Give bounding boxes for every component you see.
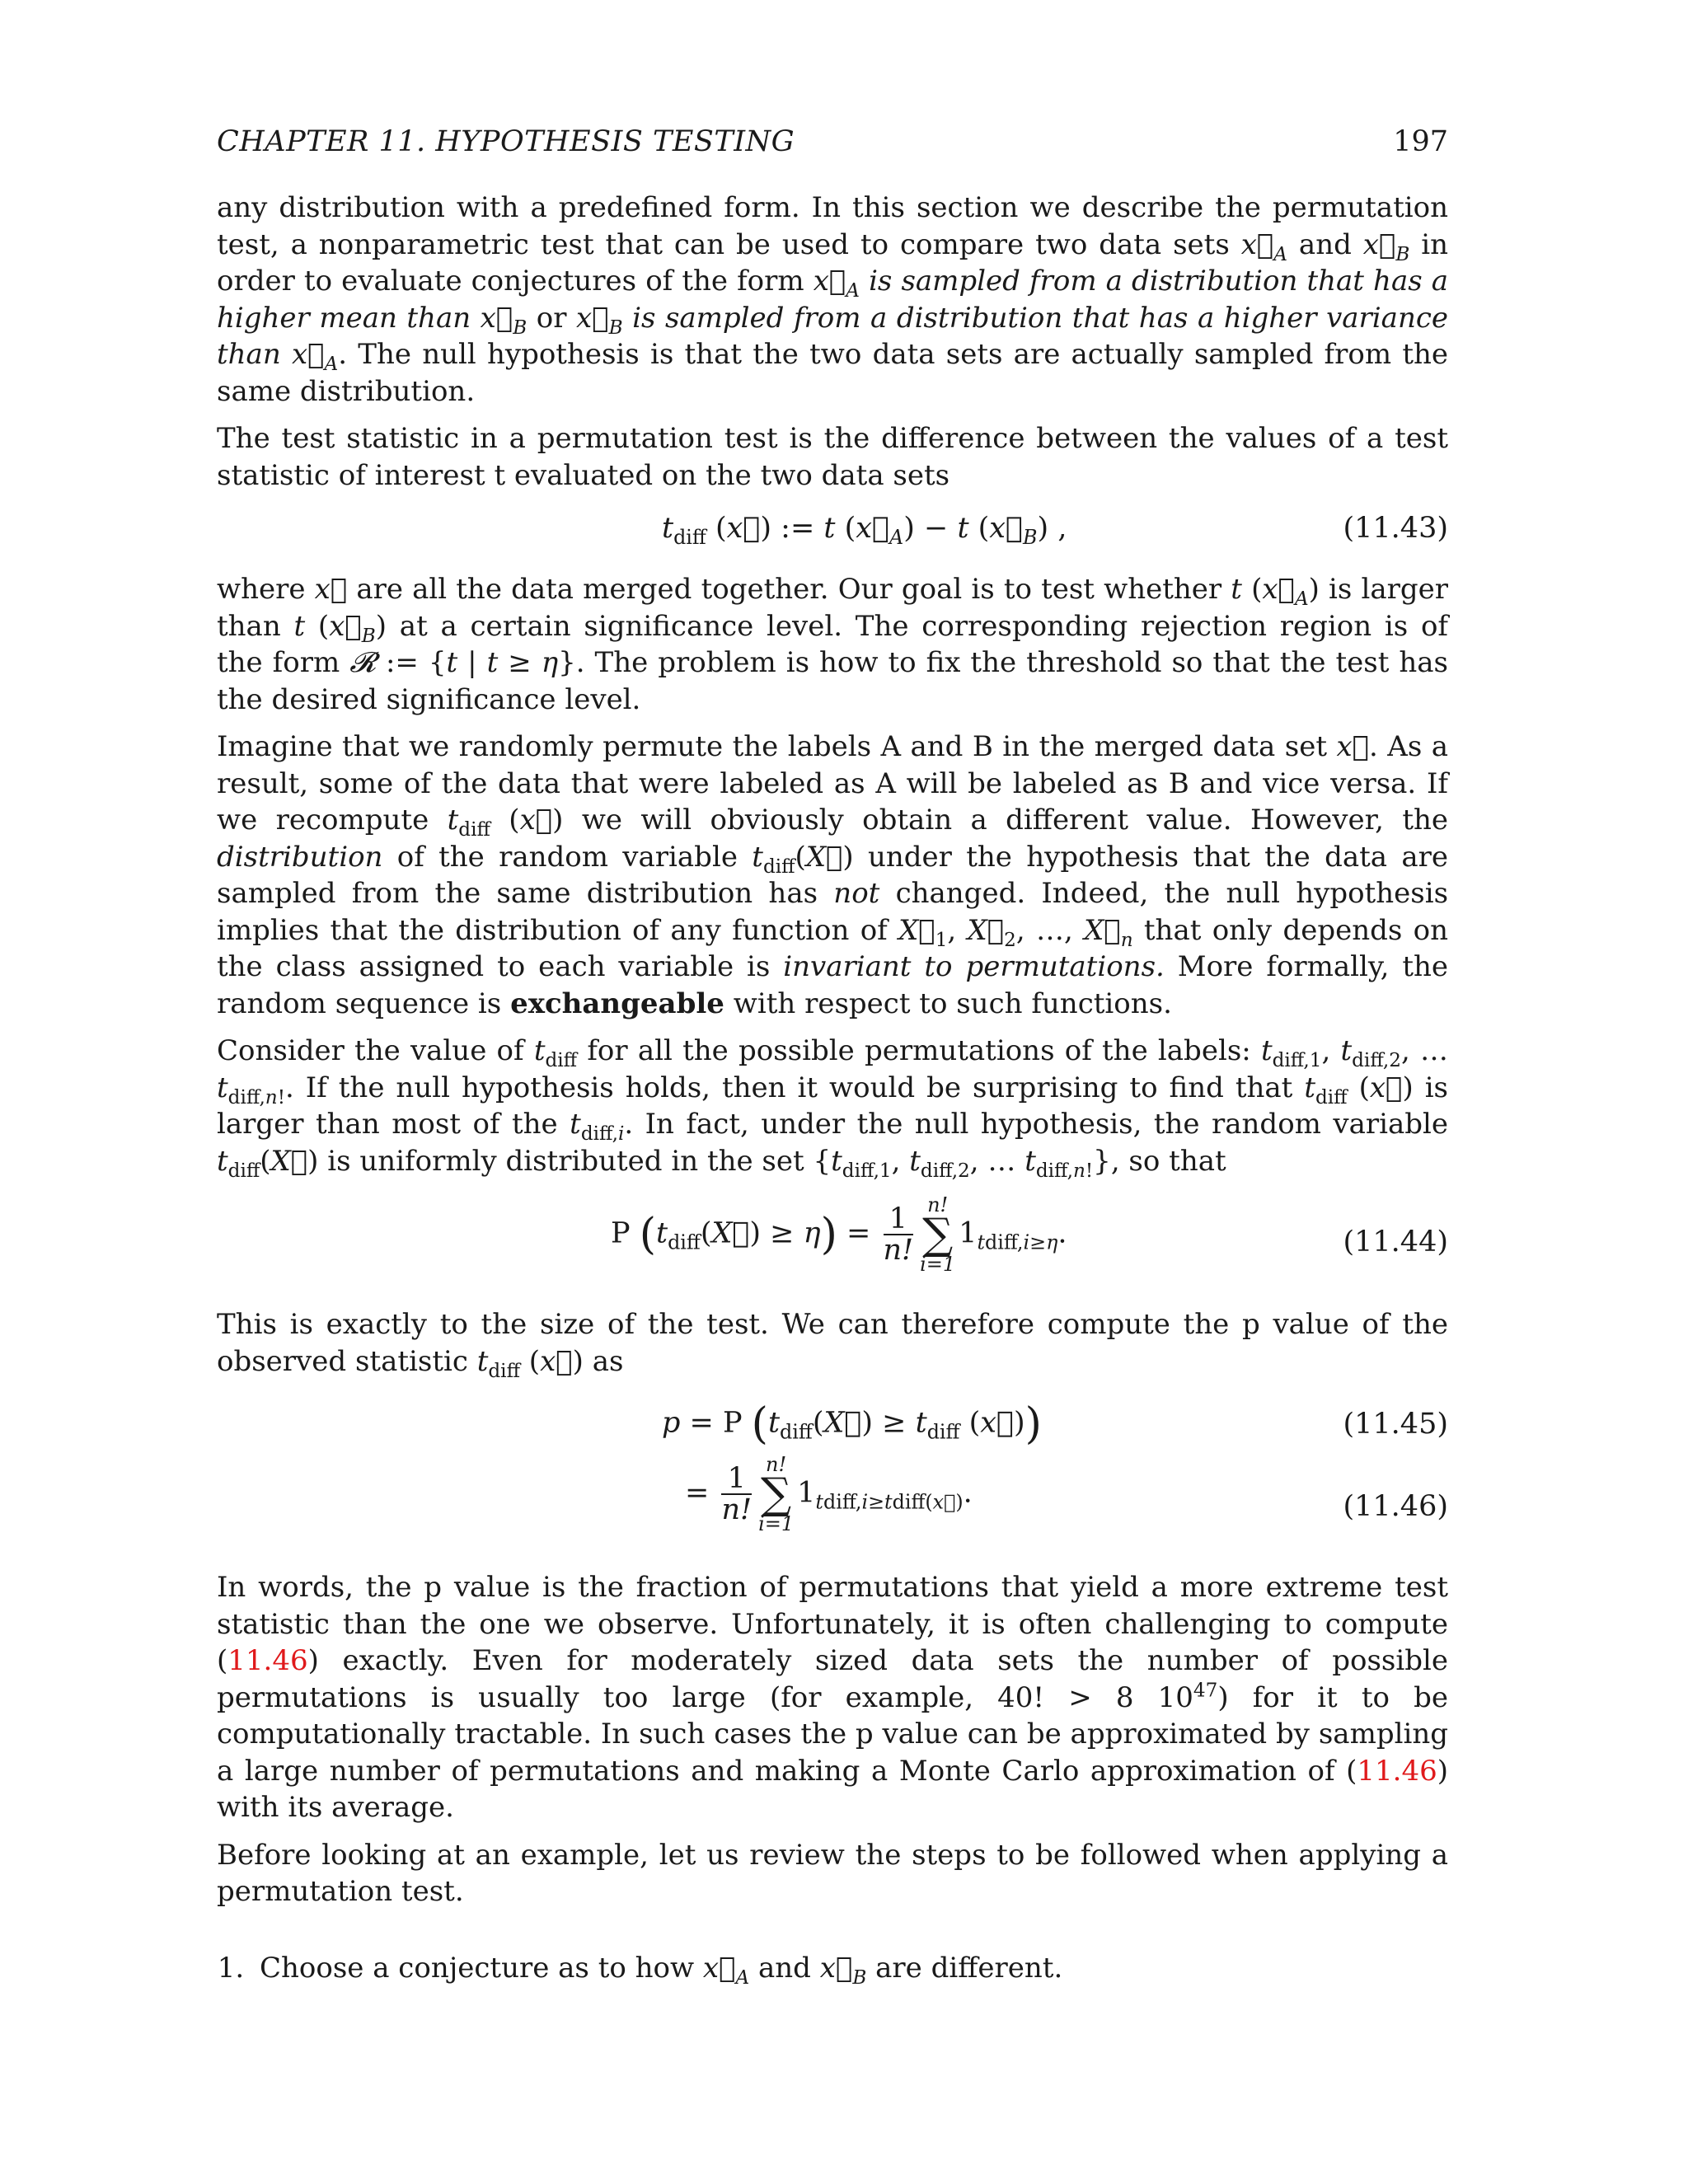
paragraph-uniform: Consider the value of $t_{diff}$ for all the possible permutations of the labels: $t_{diff,1}$, $t_{diff,2}$, … $t_{diff,n!}$. If the null hypothesis holds, then it would be surprising to find that $t_{diff}$ (x⃗) is larger than most of the $t_{diff,i}$. In fact, under the null hypothesis, the random variable $t_{diff}(X⃗)$ is uniformly distributed in the set {$t_{diff,1}$, $t_{diff,2}$, … $t_{diff,n!}$}, so that — [217, 1034, 1449, 1182]
paragraph-permutation: Imagine that we randomly permute the labels A and B in the merged data set x⃗. As a result, some of the data that were labeled as A will be labeled as B and vice versa. If we recompute $t_{diff}$ (x⃗) we will obviously obtain a different value. However, the distribution of the random variable $t_{diff}(X⃗)$ under the hypothesis that the data are sampled from the same distribution has not changed. Indeed, the null hypothesis implies that the distribution of any function of $X⃗_1$, $X⃗_2$, …, $X⃗_n$ that only depends on the class assigned to each variable is invariant to permutations. More formally, the random sequence is exchangeable with respect to such functions. — [217, 730, 1449, 1020]
paragraph-p-value: This is exactly to the size of the test. We can therefore compute the p value of the observed statistic $t_{diff}$ (x⃗) as — [217, 1308, 1448, 1382]
paragraph-steps-intro: Before looking at an example, let us review the steps to be followed when applying a permutation test. — [217, 1838, 1448, 1908]
chapter-title: CHAPTER 11. HYPOTHESIS TESTING — [217, 125, 795, 158]
paragraph-rejection-region: where x⃗ are all the data merged together. Our goal is to test whether t $(x⃗_A)$ is larger than t $(x⃗_B)$ at a certain significance level. The corresponding rejection region is of the form 𝓡 := {t | t ≥ η}. The problem is how to fix the threshold so that the test has the desired significance level. — [217, 573, 1449, 716]
equation-number: (11.44) — [1343, 1226, 1448, 1258]
equation-11-44: P $(t_{diff}(X⃗) \ge \eta)$ = $\frac{1}{n!}$ n! ∑ i=1 $1_{tdiff,i\ge\eta}$. (11.44) — [611, 1193, 1448, 1276]
equation-ref-link[interactable]: 11.46 — [1357, 1754, 1437, 1788]
paragraph-test-statistic: The test statistic in a permutation test is the difference between the values of a test statistic of interest t evaluated on the two data sets — [217, 422, 1448, 492]
list-item: 1. Choose a conjecture as to how $x⃗_A$ and $x⃗_B$ are different. — [253, 1950, 1448, 1986]
equation-number: (11.45) — [1343, 1408, 1448, 1441]
equation-number: (11.46) — [1343, 1490, 1448, 1523]
steps-list — [217, 1950, 1448, 1989]
paragraph-monte-carlo: In words, the p value is the fraction of permutations that yield a more extreme test statistic than the one we observe. Unfortunately, it is often challenging to compute (11.46) exactly. Even for moderately sized data sets the number of possible permutations is usually too large (for example, 40! > 8 $10^{47}$) for it to be computationally tractable. In such cases the p value can be approximated by sampling a large number of permutations and making a Monte Carlo approximation of (11.46) with its average. — [217, 1571, 1449, 1824]
running-header — [217, 115, 1448, 165]
equation-11-46: = $\frac{1}{n!}$ n! ∑ i=1 $1_{tdiff,i\ge tdiff(x⃗)}$. (11.46) — [685, 1453, 1448, 1535]
paragraph-intro: any distribution with a predefined form. In this section we describe the permutation test, a nonparametric test that can be used to compare two data sets $x⃗_A$ and $x⃗_B$ in order to evaluate conjectures of the form $x⃗_A$ is sampled from a distribution that has a higher mean than $x⃗_B$ or $x⃗_B$ is sampled from a distribution that has a higher variance than $x⃗_A$. The null hypothesis is that the two data sets are actually sampled from the same distribution. — [217, 191, 1449, 408]
page — [217, 115, 1449, 1989]
equation-11-45: p = P ($t_{diff}(X⃗) \ge t_{diff}$ (x⃗)) (11.45) — [662, 1399, 1448, 1449]
page-number: 197 — [1393, 125, 1448, 158]
equation-ref-link[interactable]: 11.46 — [227, 1644, 308, 1677]
equation-11-43: $t_{diff}$ (x⃗) := t $(x⃗_A) - t$ $(x⃗_B)$ , (11.43) — [662, 512, 1448, 549]
equation-number: (11.43) — [1343, 512, 1448, 545]
